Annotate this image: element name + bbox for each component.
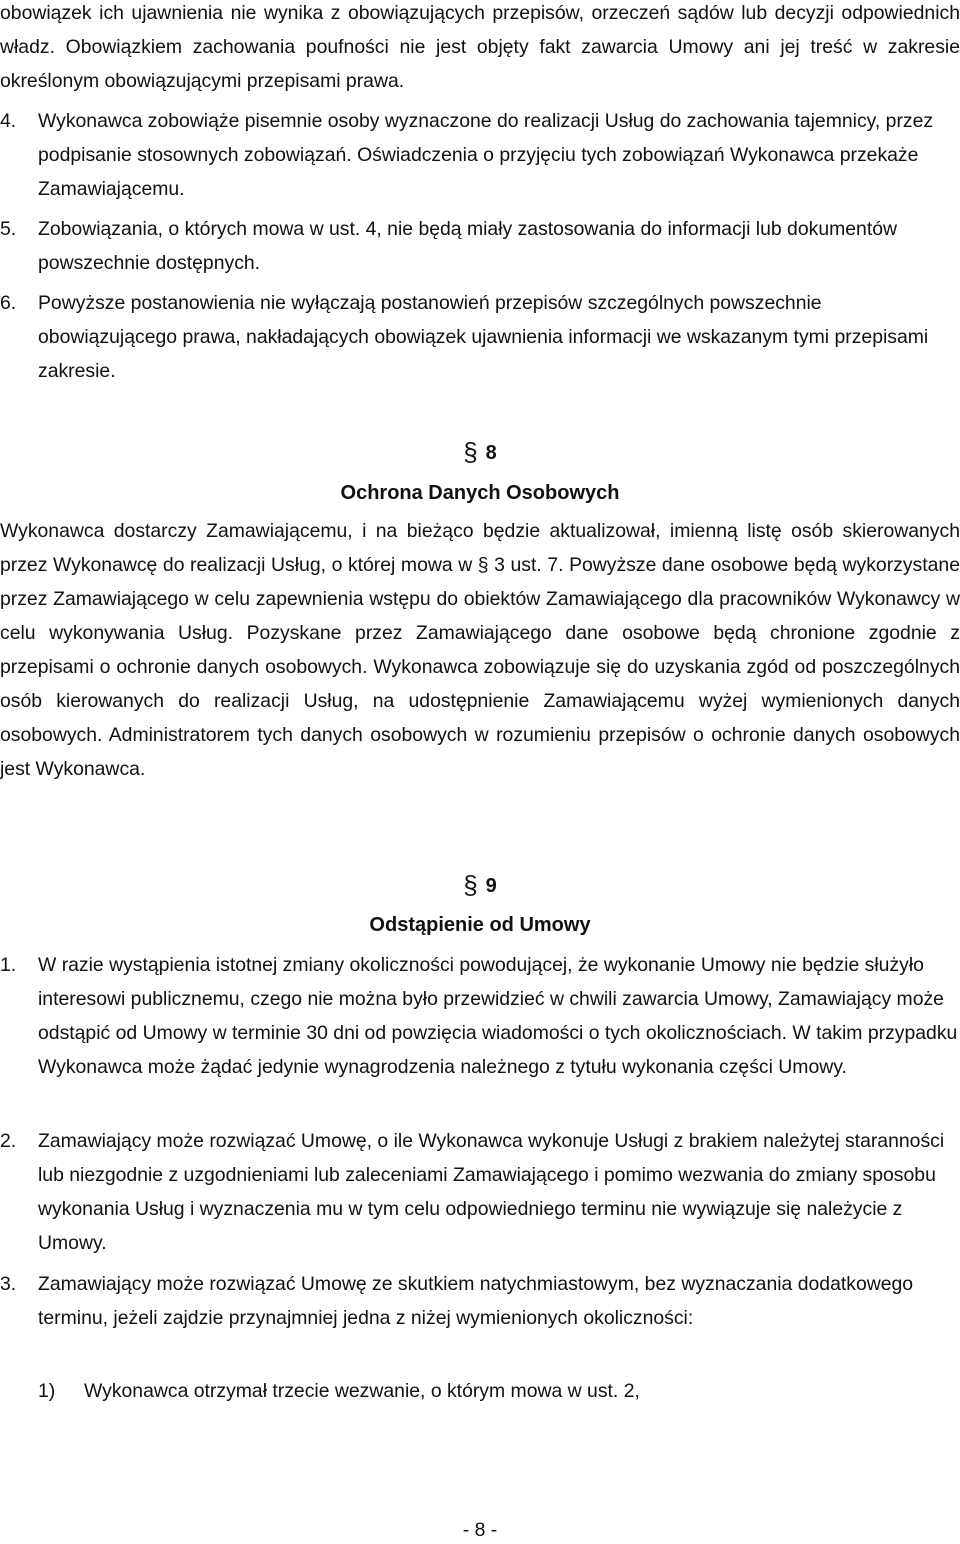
section-8-paragraph [0, 514, 960, 786]
item-number: 1. [0, 954, 17, 976]
item-text: Powyższe postanowienia nie wyłączają postanowień przepisów szczególnych powszechnie obowiązującego prawa, nakładających obowiązek ujawnienia informacji we wskazanym tymi przepisami zakresie. [38, 292, 929, 382]
section-8-number [0, 437, 960, 468]
continued-paragraph-text: obowiązek ich ujawnienia nie wynika z obowiązujących przepisów, orzeczeń sądów lub decyzji odpowiednich władz. Obowiązkiem zachowania poufności nie jest objęty fakt zawarcia Umowy ani jej treść w zakresie określonym obowiązującymi przepisami prawa. [0, 2, 960, 92]
item-text: Zamawiający może rozwiązać Umowę ze skutkiem natychmiastowym, bez wyznaczania dodatkowego terminu, jeżeli zajdzie przynajmniej jedna z niżej wymienionych okoliczności: [38, 1273, 914, 1329]
item-number: 2. [0, 1130, 17, 1152]
item-number: 3. [0, 1273, 17, 1295]
item-text: Wykonawca zobowiąże pisemnie osoby wyznaczone do realizacji Usług do zachowania tajemnicy, przez podpisanie stosownych zobowiązań. Oświadczenia o przyjęciu tych zobowiązań Wykonawca przekaże Zamawiającemu. [38, 110, 934, 200]
withdrawal-subitem-1 [38, 1374, 640, 1408]
item-number: 4. [0, 110, 17, 132]
confidentiality-item-6 [0, 286, 960, 388]
withdrawal-item-2 [0, 1124, 960, 1260]
section-symbol: § [463, 437, 478, 467]
continued-paragraph [0, 0, 960, 98]
subitem-text: Wykonawca otrzymał trzecie wezwanie, o którym mowa w ust. 2, [84, 1380, 640, 1402]
section-9-number [0, 870, 960, 901]
page-number: - 8 - [462, 1519, 498, 1541]
item-number: 6. [0, 292, 17, 314]
withdrawal-item-1 [0, 948, 960, 1084]
section-9-title: Odstąpienie od Umowy [369, 914, 591, 936]
item-text: Zamawiający może rozwiązać Umowę, o ile Wykonawca wykonuje Usługi z brakiem należytej staranności lub niezgodnie z uzgodnieniami lub zaleceniami Zamawiającego i pomimo wezwania do zmiany sposobu wykonania Usług i wyznaczenia mu w tym celu odpowiedniego terminu nie wywiązuje się należycie z Umowy. [38, 1130, 945, 1254]
section-number: 9 [485, 875, 497, 897]
subitem-number: 1) [38, 1380, 56, 1402]
section-symbol: § [463, 870, 478, 900]
confidentiality-item-4 [0, 104, 960, 206]
item-text: W razie wystąpienia istotnej zmiany okoliczności powodującej, że wykonanie Umowy nie będzie służyło interesowi publicznemu, czego nie można było przewidzieć w chwili zawarcia Umowy, Zamawiający może odstąpić od Umowy w terminie 30 dni od powzięcia wiadomości o tych okolicznościach. W takim przypadku Wykonawca może żądać jedynie wynagrodzenia należnego z tytułu wykonania części Umowy. [38, 954, 958, 1078]
item-text: Zobowiązania, o których mowa w ust. 4, nie będą miały zastosowania do informacji lub dokumentów powszechnie dostępnych. [38, 218, 898, 274]
section-8-title: Ochrona Danych Osobowych [340, 482, 620, 504]
withdrawal-item-3 [0, 1267, 960, 1335]
section-number: 8 [485, 442, 497, 464]
section-8-text: Wykonawca dostarczy Zamawiającemu, i na bieżąco będzie aktualizował, imienną listę osób skierowanych przez Wykonawcę do realizacji Usług, o której mowa w § 3 ust. 7. Powyższe dane osobowe będą wykorzystane przez Zamawiającego w celu zapewnienia wstępu do obiektów Zamawiającego dla pracowników Wykonawcy w celu wykonywania Usług. Pozyskane przez Zamawiającego dane osobowe będą chronione zgodnie z przepisami o ochronie danych osobowych. Wykonawca zobowiązuje się do uzyskania zgód od poszczególnych osób kierowanych do realizacji Usług, na udostępnienie Zamawiającemu wyżej wymienionych danych osobowych. Administratorem tych danych osobowych w rozumieniu przepisów o ochronie danych osobowych jest Wykonawca. [0, 520, 960, 780]
item-number: 5. [0, 218, 17, 240]
confidentiality-item-5 [0, 212, 960, 280]
